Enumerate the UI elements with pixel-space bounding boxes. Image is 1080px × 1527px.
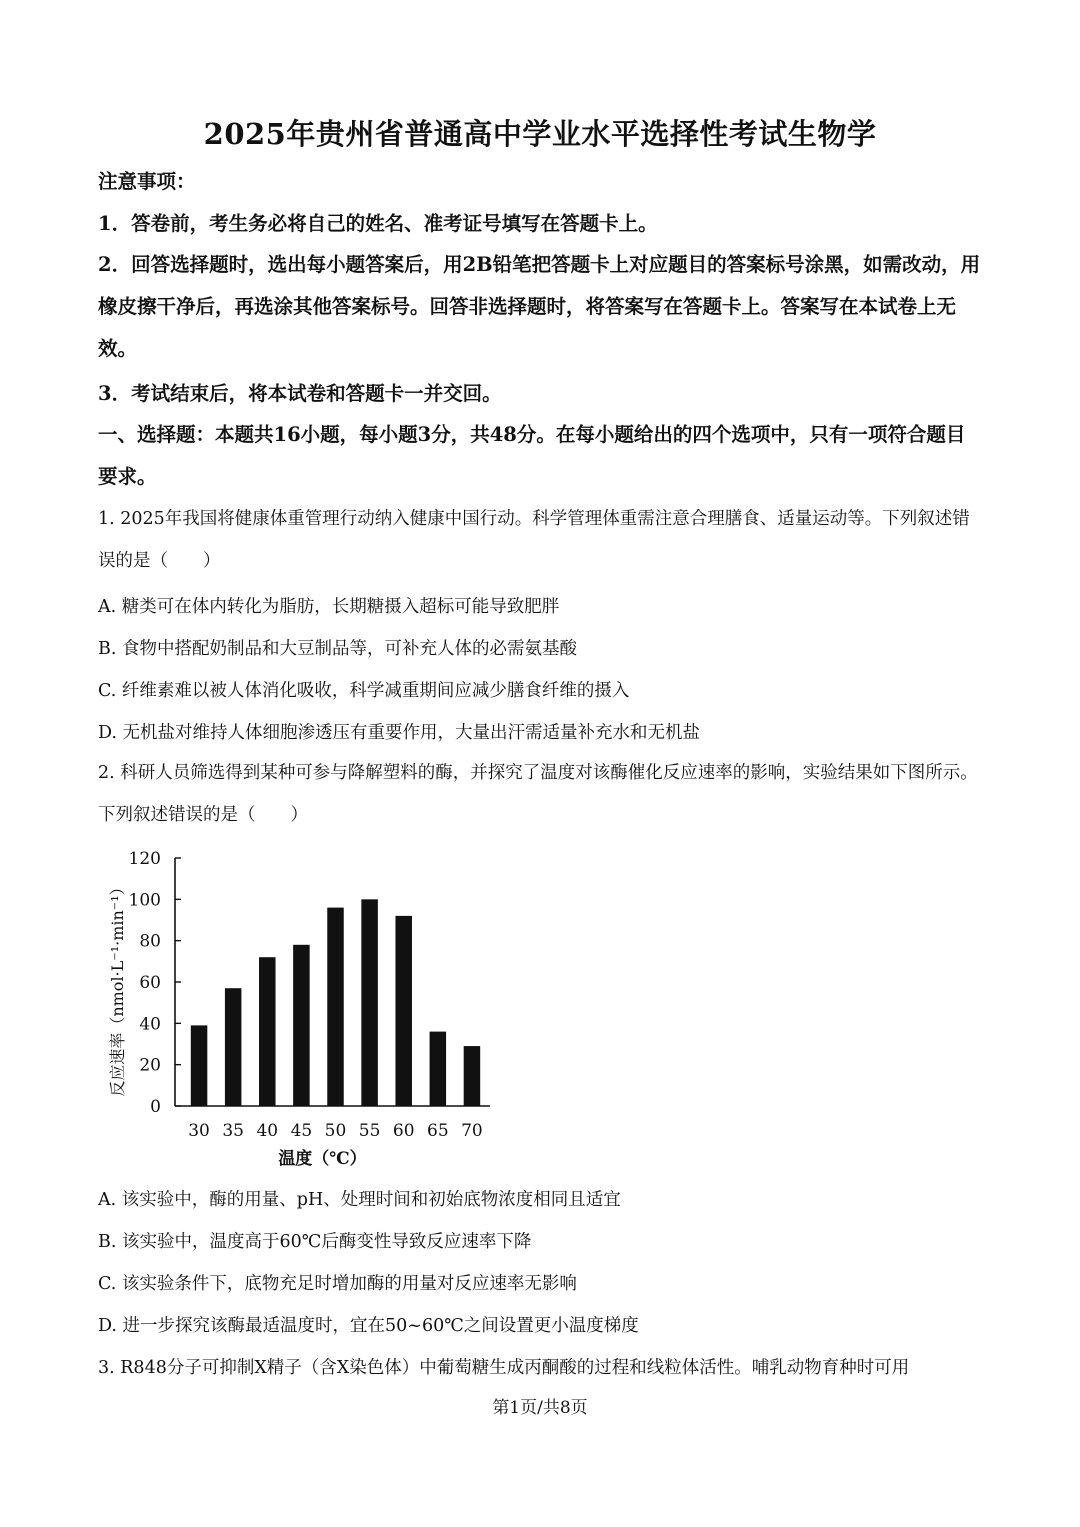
question-1-option-b: B. 食物中搭配奶制品和大豆制品等，可补充人体的必需氨基酸 (98, 639, 577, 659)
question-2-option-b: B. 该实验中，温度高于60℃后酶变性导致反应速率下降 (98, 1232, 532, 1252)
bar-60 (395, 916, 412, 1106)
question-2-stem: 2. 科研人员筛选得到某种可参与降解塑料的酶，并探究了温度对该酶催化反应速率的影响，实验结果如下图所示。下列叙述错误的是（ ） (98, 763, 978, 825)
y-tick-label: 120 (128, 849, 161, 869)
x-tick-label: 65 (427, 1121, 449, 1141)
x-tick-label: 55 (358, 1121, 381, 1141)
bar-45 (293, 945, 310, 1106)
bar-55 (361, 899, 378, 1106)
y-tick-label: 0 (150, 1097, 161, 1117)
x-tick-label: 30 (188, 1121, 210, 1141)
notice-item-2: 2．回答选择题时，选出每小题答案后，用2B铅笔把答题卡上对应题目的答案标号涂黑，如需改动，用橡皮擦干净后，再选涂其他答案标号。回答非选择题时，将答案写在答题卡上。答案写在本试卷上无效。 (98, 253, 981, 360)
bar-65 (430, 1032, 447, 1106)
y-tick-label: 80 (139, 931, 161, 952)
section-heading: 一、选择题：本题共16小题，每小题3分，共48分。在每小题给出的四个选项中，只有一项符合题目要求。 (98, 423, 966, 488)
y-tick-label: 40 (139, 1014, 161, 1035)
bar-35 (225, 988, 242, 1106)
exam-title: 2025年贵州省普通高中学业水平选择性考试生物学 (203, 117, 877, 151)
x-tick-label: 50 (324, 1121, 347, 1141)
notice-item-3: 3．考试结束后，将本试卷和答题卡一并交回。 (98, 382, 502, 405)
x-tick-label: 60 (392, 1121, 415, 1141)
question-1-stem: 1. 2025年我国将健康体重管理行动纳入健康中国行动。科学管理体重需注意合理膳食、适量运动等。下列叙述错误的是（ ） (98, 509, 970, 571)
question-1-option-a: A. 糖类可在体内转化为脂肪，长期糖摄入超标可能导致肥胖 (98, 597, 560, 617)
notice-heading: 注意事项： (98, 170, 196, 193)
question-2-option-d: D. 进一步探究该酶最适温度时，宜在50~60℃之间设置更小温度梯度 (98, 1316, 639, 1336)
question-1-option-c: C. 纤维素难以被人体消化吸收，科学减重期间应减少膳食纤维的摄入 (98, 681, 630, 701)
x-tick-label: 35 (222, 1121, 244, 1141)
temperature-rate-chart (95, 840, 515, 1175)
y-tick-label: 20 (139, 1055, 161, 1076)
question-1-option-d: D. 无机盐对维持人体细胞渗透压有重要作用，大量出汗需适量补充水和无机盐 (98, 723, 701, 743)
page-footer: 第1页/共8页 (492, 1398, 588, 1418)
x-tick-label: 45 (290, 1121, 313, 1141)
x-axis-label: 温度（℃） (278, 1149, 367, 1169)
question-2-option-a: A. 该实验中，酶的用量、pH、处理时间和初始底物浓度相同且适宜 (98, 1190, 621, 1210)
x-tick-label: 40 (256, 1121, 279, 1141)
x-tick-label: 70 (461, 1121, 483, 1141)
bar-70 (464, 1046, 481, 1106)
bar-50 (327, 908, 344, 1106)
y-axis-label: 反应速率（nmol·L⁻¹·min⁻¹） (108, 879, 127, 1097)
question-2-option-c: C. 该实验条件下，底物充足时增加酶的用量对反应速率无影响 (98, 1274, 577, 1294)
y-tick-label: 60 (139, 973, 161, 993)
bar-30 (191, 1025, 208, 1106)
y-tick-label: 100 (128, 890, 161, 911)
question-3-stem: 3. R848分子可抑制X精子（含X染色体）中葡萄糖生成丙酮酸的过程和线粒体活性。哺乳动物育种时可用 (98, 1358, 910, 1378)
notice-item-1: 1．答卷前，考生务必将自己的姓名、准考证号填写在答题卡上。 (98, 212, 658, 235)
bar-40 (259, 957, 276, 1106)
